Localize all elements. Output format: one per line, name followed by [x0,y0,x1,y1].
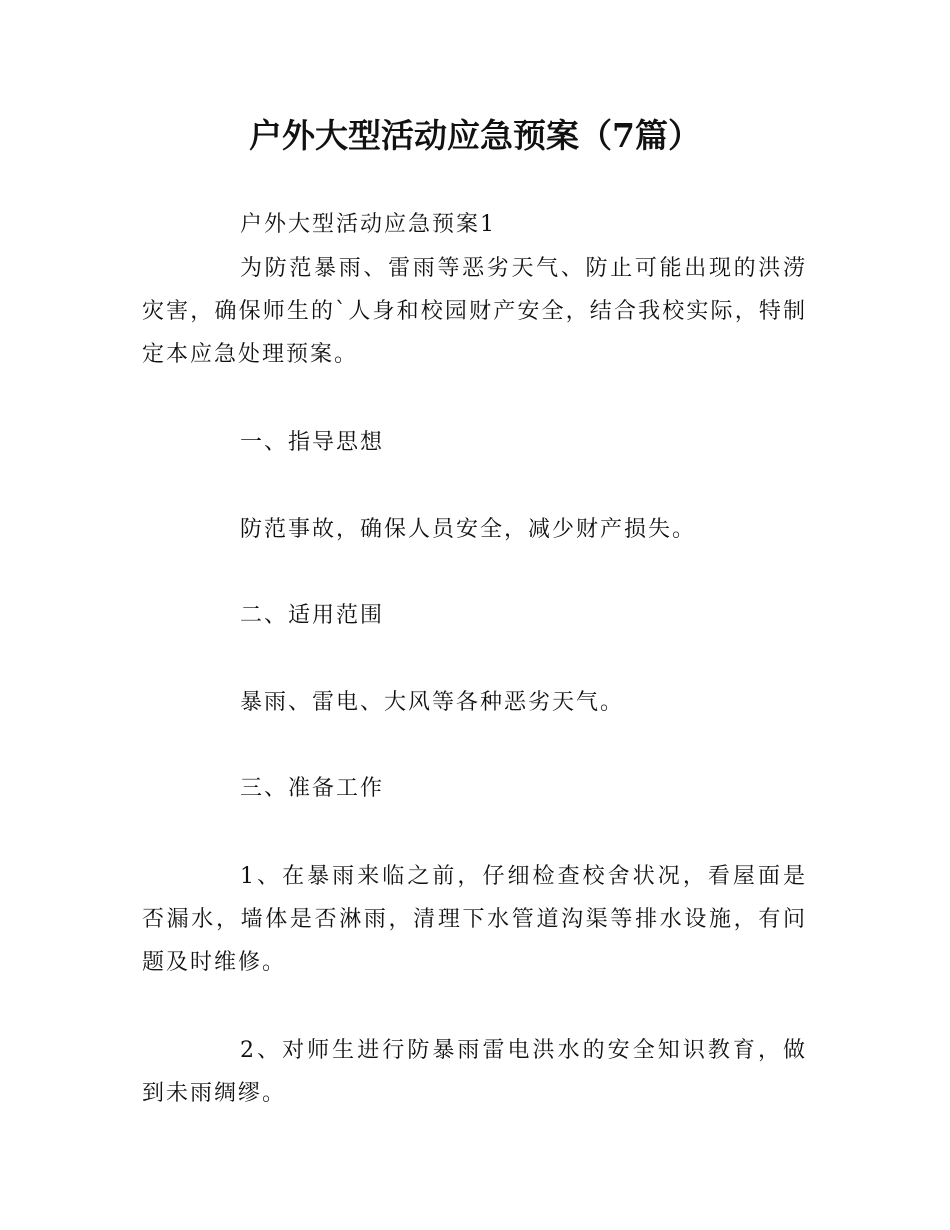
section-subtitle: 户外大型活动应急预案1 [240,212,496,237]
section-heading-preparation: 三、准备工作 [240,776,385,801]
preparation-step-2: 2、对师生进行防暴雨雷电洪水的安全知识教育，做到未雨绸缪。 [142,1038,807,1106]
section-heading-scope: 二、适用范围 [240,603,385,628]
section-text-guiding-principle: 防范事故，确保人员安全，减少财产损失。 [240,517,697,542]
preparation-step-1: 1、在暴雨来临之前，仔细检查校舍状况，看屋面是否漏水，墙体是否淋雨，清理下水管道沟渠等排水设施，有问题及时维修。 [142,864,807,975]
section-text-scope: 暴雨、雷电、大风等各种恶劣天气。 [240,690,625,715]
document-title: 户外大型活动应急预案（7篇） [249,116,701,155]
intro-paragraph: 为防范暴雨、雷雨等恶劣天气、防止可能出现的洪涝灾害，确保师生的`人身和校园财产安全，结合我校实际，特制定本应急处理预案。 [142,256,807,367]
section-heading-guiding-principle: 一、指导思想 [240,430,385,455]
